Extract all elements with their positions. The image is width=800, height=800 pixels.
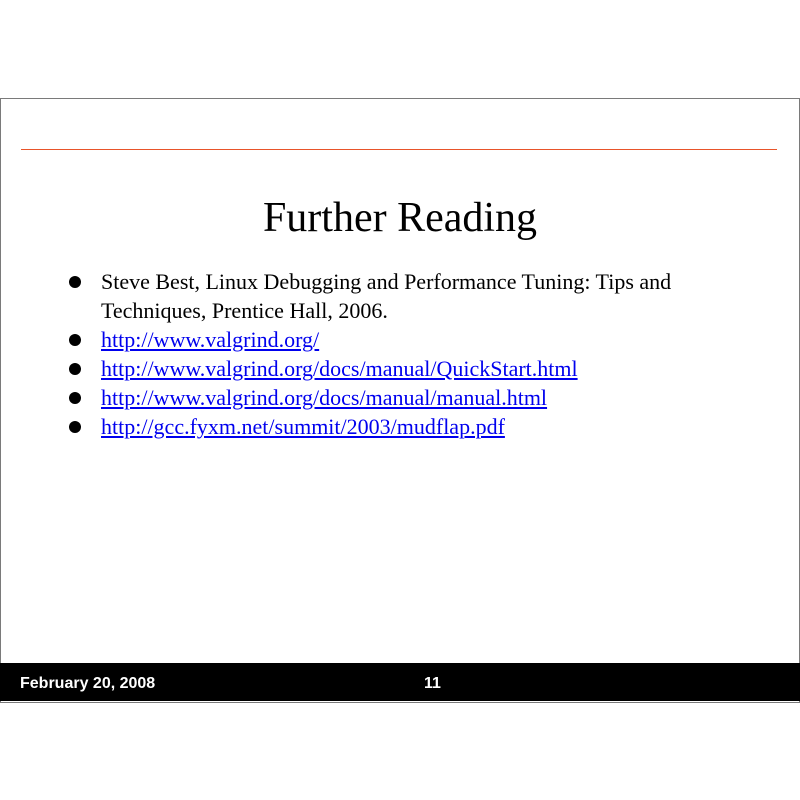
list-item: [69, 325, 759, 354]
link-valgrind-quickstart[interactable]: http://www.valgrind.org/docs/manual/QuickStart.html: [101, 356, 578, 381]
bullet-icon: [69, 276, 81, 288]
bullet-icon: [69, 392, 81, 404]
list-item: [69, 354, 759, 383]
link-valgrind-home[interactable]: http://www.valgrind.org/: [101, 327, 320, 352]
link-mudflap-pdf[interactable]: http://gcc.fyxm.net/summit/2003/mudflap.pdf: [101, 414, 505, 439]
bullet-icon: [69, 334, 81, 346]
footer-date: February 20, 2008: [20, 675, 156, 692]
slide-title: Further Reading: [262, 195, 538, 241]
bullet-icon: [69, 421, 81, 433]
slide: [0, 98, 800, 703]
link-valgrind-manual[interactable]: http://www.valgrind.org/docs/manual/manual.html: [101, 385, 548, 410]
list-item: [69, 267, 759, 325]
accent-divider: [21, 149, 777, 150]
bullet-icon: [69, 363, 81, 375]
reading-list: [69, 267, 759, 441]
reference-text: Steve Best, Linux Debugging and Performance Tuning: Tips and Techniques, Prentice Hall, 2006.: [101, 269, 672, 323]
list-item: [69, 383, 759, 412]
list-item: [69, 412, 759, 441]
slide-footer: [0, 663, 800, 701]
page-number: 11: [424, 675, 441, 692]
